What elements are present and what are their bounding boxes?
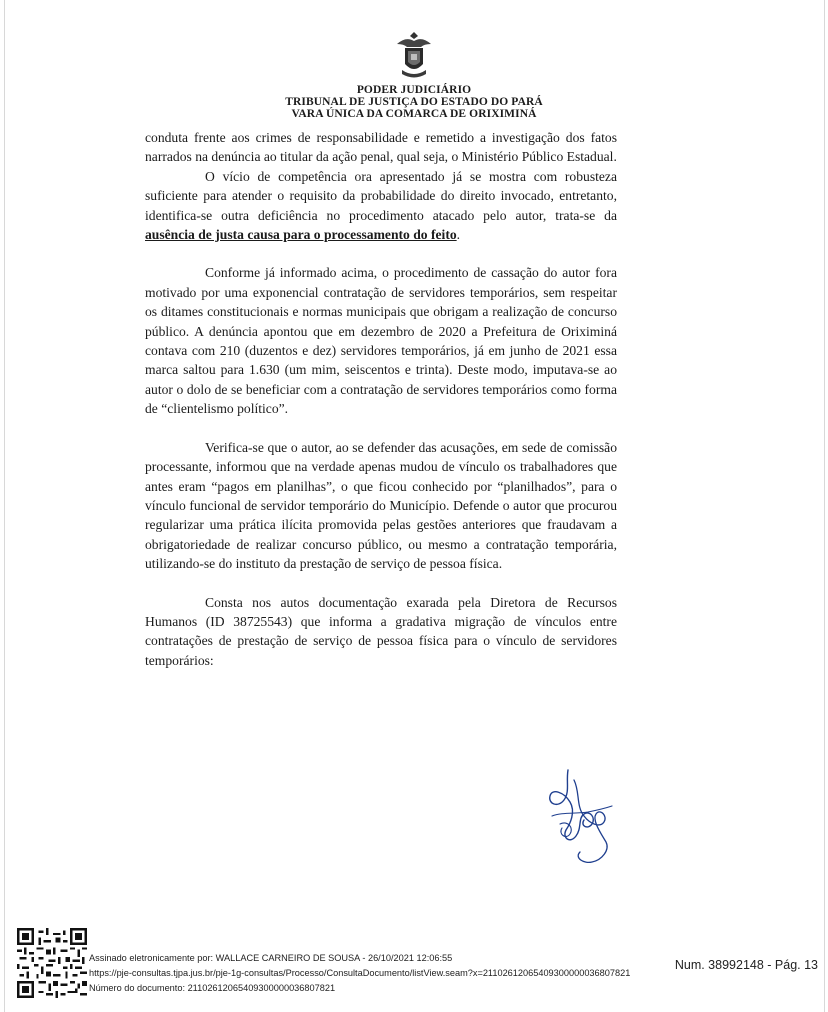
document-body — [145, 128, 617, 670]
paragraph-2-end: . — [456, 227, 461, 243]
paragraph-2 — [145, 167, 617, 245]
header-court: TRIBUNAL DE JUSTIÇA DO ESTADO DO PARÁ — [285, 96, 543, 108]
header-judiciary: PODER JUDICIÁRIO — [356, 84, 472, 96]
page-right-edge — [824, 0, 825, 1012]
qr-code-icon — [17, 928, 87, 998]
signed-by-line: Assinado eletronicamente por: WALLACE CARNEIRO DE SOUSA - 26/10/2021 12:06:55 — [89, 953, 453, 963]
emphasis-justa-causa: ausência de justa causa para o processamento do feito — [145, 227, 457, 243]
page-number: Num. 38992148 - Pág. 13 — [674, 958, 818, 972]
coat-of-arms-icon — [394, 30, 434, 80]
document-header — [0, 30, 828, 120]
document-url-link[interactable]: https://pje-consultas.tjpa.jus.br/pje-1g-consultas/Processo/ConsultaDocumento/listView.seam?x=21102612065409300000036807821 — [89, 968, 631, 978]
document-number-line: Número do documento: 21102612065409300000036807821 — [89, 983, 336, 993]
paragraph-1: conduta frente aos crimes de responsabilidade e remetido a investigação dos fatos narrados na denúncia ao titular da ação penal, qual seja, o Ministério Público Estadual. — [145, 130, 617, 165]
signature-footer — [89, 951, 630, 996]
paragraph-3: Conforme já informado acima, o procedimento de cassação do autor fora motivado por uma exponencial contratação de servidores temporários, sem respeitar os ditames constitucionais e normas municipais que obrigam a realização de concurso público. A denúncia apontou que em dezembro de 2020 a Prefeitura de Oriximiná contava com 210 (duzentos e dez) servidores temporários, já em junho de 2021 essa marca saltou para 1.630 (um mim, seiscentos e trinta). Deste modo, imputava-se ao autor o dolo de se beneficiar com a contratação de servidores temporários como forma de “clientelismo político”. — [145, 265, 617, 417]
page-left-edge — [4, 0, 5, 1012]
header-district: VARA ÚNICA DA COMARCA DE ORIXIMINÁ — [291, 108, 537, 120]
handwritten-signature-icon — [540, 762, 618, 866]
paragraph-5: Consta nos autos documentação exarada pela Diretora de Recursos Humanos (ID 38725543) que informa a gradativa migração de vínculos entre contratações de prestação de serviço de pessoa física para o vínculo de servidores temporários: — [145, 594, 617, 668]
paragraph-2-text: O vício de competência ora apresentado já se mostra com robusteza suficiente para atender o requisito da probabilidade do direito invocado, entretanto, identifica-se outra deficiência no procedimento atacado pelo autor, trata-se da — [145, 168, 617, 223]
paragraph-4: Verifica-se que o autor, ao se defender das acusações, em sede de comissão processante, informou que na verdade apenas mudou de vínculo os trabalhadores que antes eram “pagos em planilhas”, o que ficou conhecido por “planilhados”, para o vínculo funcional de servidor temporário do Município. Defende o autor que procurou regularizar uma prática ilícita promovida pelas gestões anteriores que fraudavam a obrigatoriedade de realizar concurso público, ou mesmo a contratação temporária, utilizando-se do instituto da prestação de serviço de pessoa física. — [145, 439, 617, 572]
